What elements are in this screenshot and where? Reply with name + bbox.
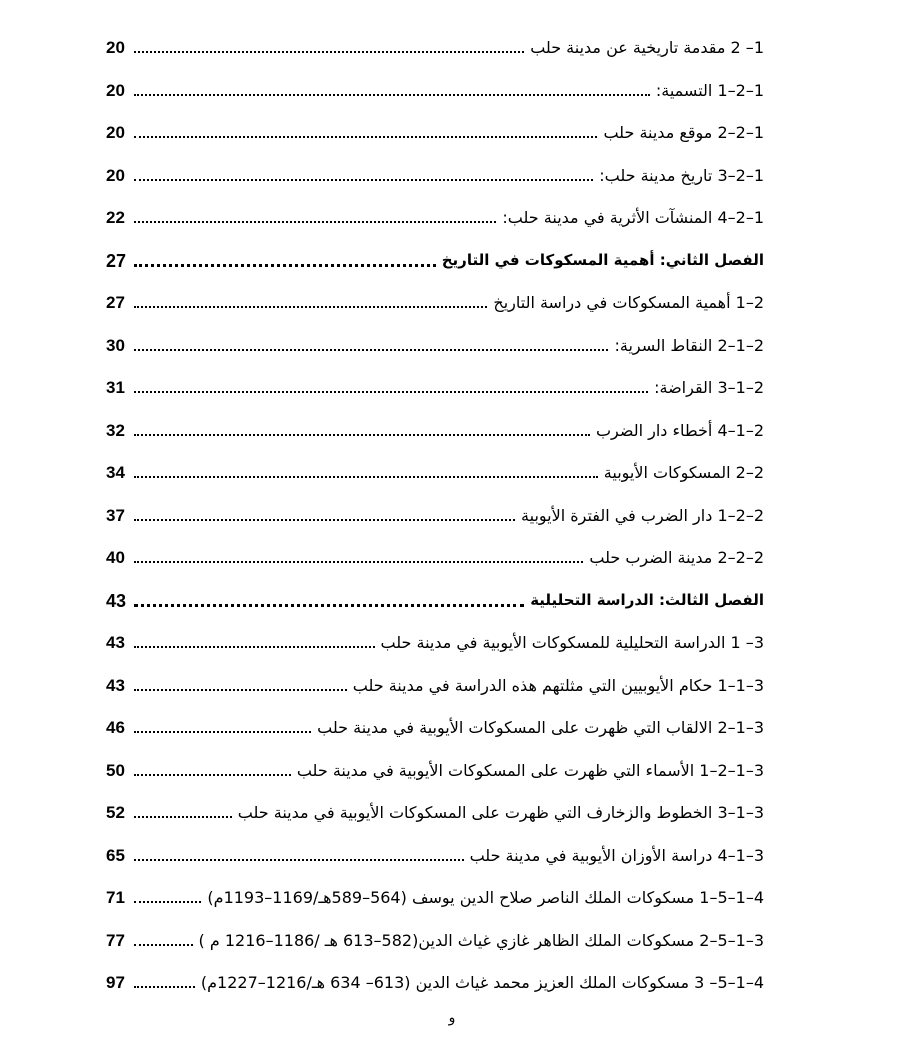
toc-leader-dots [134,221,496,223]
toc-entry-title: 2–2 المسكوكات الأيوبية [603,463,764,482]
toc-entry-title: 3–1–3 الخطوط والزخارف التي ظهرت على المسكوكات الأيوبية في مدينة حلب [237,803,764,822]
toc-entry-title: 3–1–2–1 الأسماء التي ظهرت على المسكوكات الأيوبية في مدينة حلب [296,760,764,780]
toc-entry-title: 2–1–4 أخطاء دار الضرب [595,420,764,440]
toc-entry-title: الفصل الثالث: الدراسة التحليلية [530,590,764,609]
toc-page-number: 27 [106,250,127,271]
toc-page-number: 22 [106,208,125,227]
toc-entry-title: 3–1–1 حكام الأيوبيين التي مثلتهم هذه الدراسة في مدينة حلب [352,675,764,695]
toc-entry-title: 4–1–5–1 مسكوكات الملك الناصر صلاح الدين يوسف (564–589هـ/1169–1193م) [207,888,764,907]
toc-row [106,326,764,366]
toc-entry-title: 2–2–1 دار الضرب في الفترة الأيوبية [521,505,764,525]
toc-entry-title: 2–1 أهمية المسكوكات في دراسة التاريخ [493,293,764,312]
toc-leader-dots [134,94,650,96]
toc-leader-dots [134,51,524,53]
toc-leader-dots [134,944,193,946]
toc-entry-title: 3–1–2 الالقاب التي ظهرت على المسكوكات الأيوبية في مدينة حلب [317,718,764,737]
toc-row [106,28,764,68]
toc-row [106,793,764,833]
toc-page-number: 46 [106,718,125,737]
toc-leader-dots [134,349,608,351]
toc-row [106,113,764,153]
toc-page-number: 50 [106,760,125,780]
toc-entry-title: 1–2–3 تاريخ مدينة حلب: [599,165,764,185]
toc-page-number: 52 [106,803,125,822]
toc-entry-title: الفصل الثاني: أهمية المسكوكات في التاريخ [441,250,764,269]
toc-page-number: 20 [106,165,125,185]
toc-leader-dots [134,391,648,393]
toc-page-number: 71 [106,888,125,907]
toc-row [106,666,764,706]
toc-entry-title: 3–1–5–2 مسكوكات الملك الظاهر غازي غياث الدين(582–613 هـ /1186–1216 م ) [198,930,764,950]
toc-page-number: 65 [106,845,125,865]
toc-leader-dots [134,859,464,861]
toc-page-number: 27 [106,293,125,312]
toc-page-number: 40 [106,548,125,567]
toc-row [106,198,764,238]
toc-page-number: 32 [106,420,125,440]
toc-page-number: 30 [106,335,125,355]
toc-leader-dots [134,476,598,478]
toc-entry-title: 2–1–2 النقاط السرية: [614,335,764,355]
toc-entry-title: 1–2–2 موقع مدينة حلب [603,123,764,142]
toc-leader-dots [134,731,311,733]
toc-page-number: 20 [106,80,125,100]
toc-entry-title: 1–2–4 المنشآت الأثرية في مدينة حلب: [502,208,764,227]
toc-row [106,156,764,196]
toc-row [106,921,764,961]
toc-entry-title: 3–1–4 دراسة الأوزان الأيوبية في مدينة حلب [469,845,764,865]
toc-entry-title: 3– 1 الدراسة التحليلية للمسكوكات الأيوبية في مدينة حلب [380,633,764,652]
toc-page-number: 31 [106,378,125,397]
toc-leader-dots [134,774,291,776]
toc-row [106,283,764,323]
toc-page-number: 77 [106,930,125,950]
toc-page-number: 34 [106,463,125,482]
toc-leader-dots [134,646,375,648]
toc-leader-dots [134,306,487,308]
toc-entry-title: 2–1–3 القراضة: [654,378,764,397]
toc-row [106,836,764,876]
toc-leader-dots [134,816,232,818]
page-number-footer: و [448,1010,456,1026]
toc-leader-dots [134,901,201,903]
toc-leader-dots [134,264,436,267]
toc-page-number: 43 [106,633,125,652]
toc-leader-dots [134,519,515,521]
toc-entry-title: 4–1–5– 3 مسكوكات الملك العزيز محمد غياث الدين (613– 634 هـ/1216–1227م) [200,973,764,992]
toc-row [106,453,764,493]
toc-row [106,708,764,748]
toc-entry-title: 2–2–2 مدينة الضرب حلب [589,548,764,567]
toc-page-number: 37 [106,505,125,525]
toc-page-number: 43 [106,675,125,695]
toc-page-number: 20 [106,38,125,57]
toc-page-number: 43 [106,590,127,611]
toc-leader-dots [134,561,583,563]
toc-leader-dots [134,434,590,436]
toc-leader-dots [134,986,195,988]
toc-page-number: 20 [106,123,125,142]
toc-row [106,411,764,451]
toc-leader-dots [134,179,593,181]
toc-chapter-row [106,241,764,281]
toc-row [106,496,764,536]
toc-leader-dots [134,604,524,607]
toc-leader-dots [134,136,597,138]
toc-page-number: 97 [106,973,125,992]
toc-entry-title: 1– 2 مقدمة تاريخية عن مدينة حلب [530,38,764,57]
toc-row [106,878,764,918]
toc-row [106,71,764,111]
toc-row [106,623,764,663]
toc-row [106,368,764,408]
toc-row [106,963,764,1003]
toc-entry-title: 1–2–1 التسمية: [655,80,764,100]
toc-chapter-row [106,581,764,621]
toc-row [106,751,764,791]
toc-leader-dots [134,689,347,691]
toc-row [106,538,764,578]
